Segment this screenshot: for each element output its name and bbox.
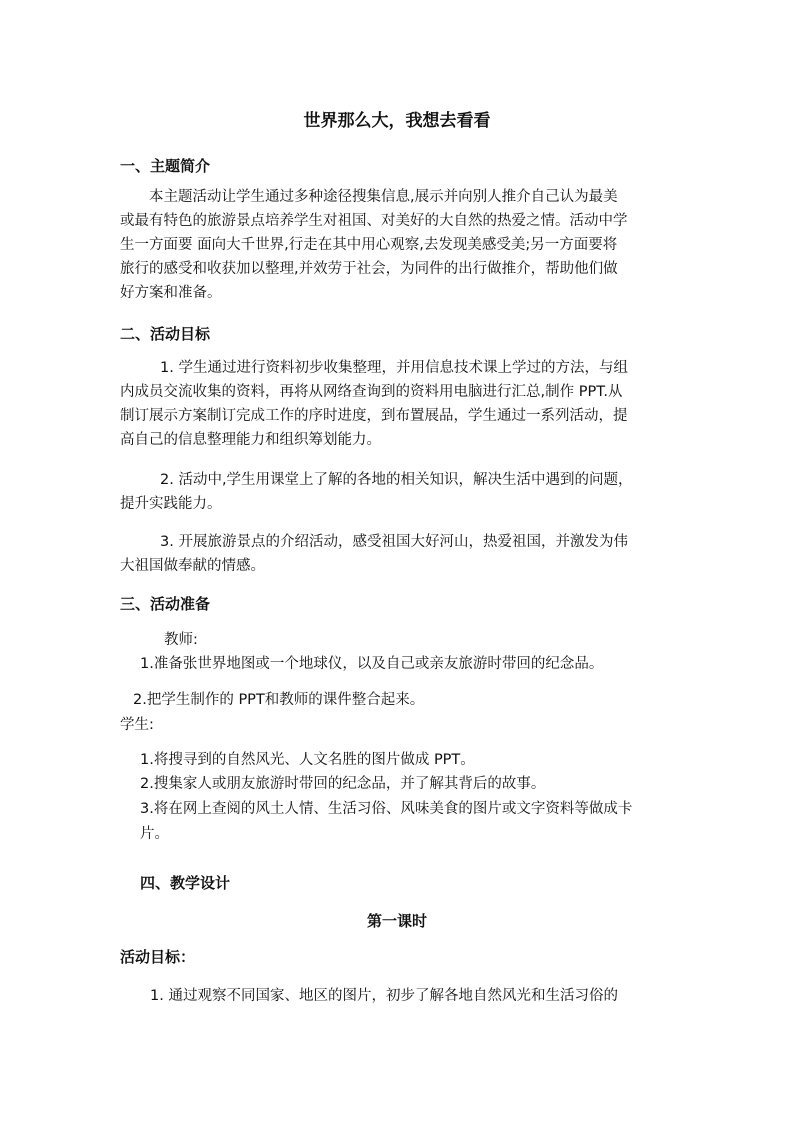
goal-line: 3. 开展旅游景点的介绍活动，感受祖国大好河山，热爱祖国，并激发为伟 — [160, 534, 628, 550]
goal-item-2 — [120, 468, 676, 516]
goal-item-1 — [120, 356, 676, 452]
section-heading-preparation: 三、活动准备 — [120, 595, 211, 613]
section-heading-intro: 一、主题简介 — [120, 157, 211, 175]
objectives-label: 活动目标： — [120, 948, 196, 966]
goal-item-3 — [120, 530, 676, 578]
teacher-item: 1.准备张世界地图或一个地球仪，以及自己或亲友旅游时带回的纪念品。 — [140, 656, 604, 672]
intro-paragraph — [120, 185, 676, 305]
lesson-title: 第一课时 — [366, 912, 427, 930]
student-item: 3.将在网上查阅的风土人情、生活习俗、风味美食的图片或文字资料等做成卡 — [140, 801, 633, 817]
teacher-item: 2.把学生制作的 PPT和教师的课件整合起来。 — [133, 692, 425, 708]
intro-line: 好方案和准备。 — [120, 285, 222, 301]
goal-line: 提升实践能力。 — [120, 496, 222, 512]
teacher-label: 教师: — [164, 632, 198, 648]
goal-line: 2. 活动中,学生用课堂上了解的各地的相关知识，解决生活中遇到的问题， — [160, 472, 633, 488]
document-title: 世界那么大，我想去看看 — [303, 111, 491, 131]
goal-line: 大祖国做奉献的情感。 — [120, 558, 265, 574]
student-item: 1.将搜寻到的自然风光、人文名胜的图片做成 PPT。 — [140, 752, 475, 768]
student-item-continued: 片。 — [140, 826, 169, 842]
student-item: 2.搜集家人或朋友旅游时带回的纪念品，并了解其背后的故事。 — [140, 776, 546, 792]
goal-line: 1. 学生通过进行资料初步收集整理，并用信息技术课上学过的方法，与组 — [160, 360, 628, 376]
goal-line: 高自己的信息整理能力和组织筹划能力。 — [120, 432, 381, 448]
intro-line: 或最有特色的旅游景点培养学生对祖国、对美好的大自然的热爱之情。活动中学 — [120, 213, 628, 229]
goal-line: 制订展示方案制订完成工作的序时进度，到布置展品，学生通过一系列活动，提 — [120, 408, 628, 424]
goal-line: 内成员交流收集的资料，再将从网络查询到的资料用电脑进行汇总,制作 PPT.从 — [120, 384, 623, 400]
objective-item: 1. 通过观察不同国家、地区的图片，初步了解各地自然风光和生活习俗的 — [150, 988, 618, 1004]
intro-line: 旅行的感受和收获加以整理,并效劳于社会，为同件的出行做推介，帮助他们做 — [120, 261, 618, 277]
section-heading-goals: 二、活动目标 — [120, 325, 211, 343]
intro-line: 本主题活动让学生通过多种途径搜集信息,展示并向别人推介自己认为最美 — [149, 189, 618, 205]
intro-line: 生一方面要 面向大千世界,行走在其中用心观察,去发现美感受美;另一方面要将 — [120, 237, 618, 253]
student-label: 学生: — [120, 717, 154, 733]
section-heading-design: 四、教学设计 — [140, 874, 231, 892]
